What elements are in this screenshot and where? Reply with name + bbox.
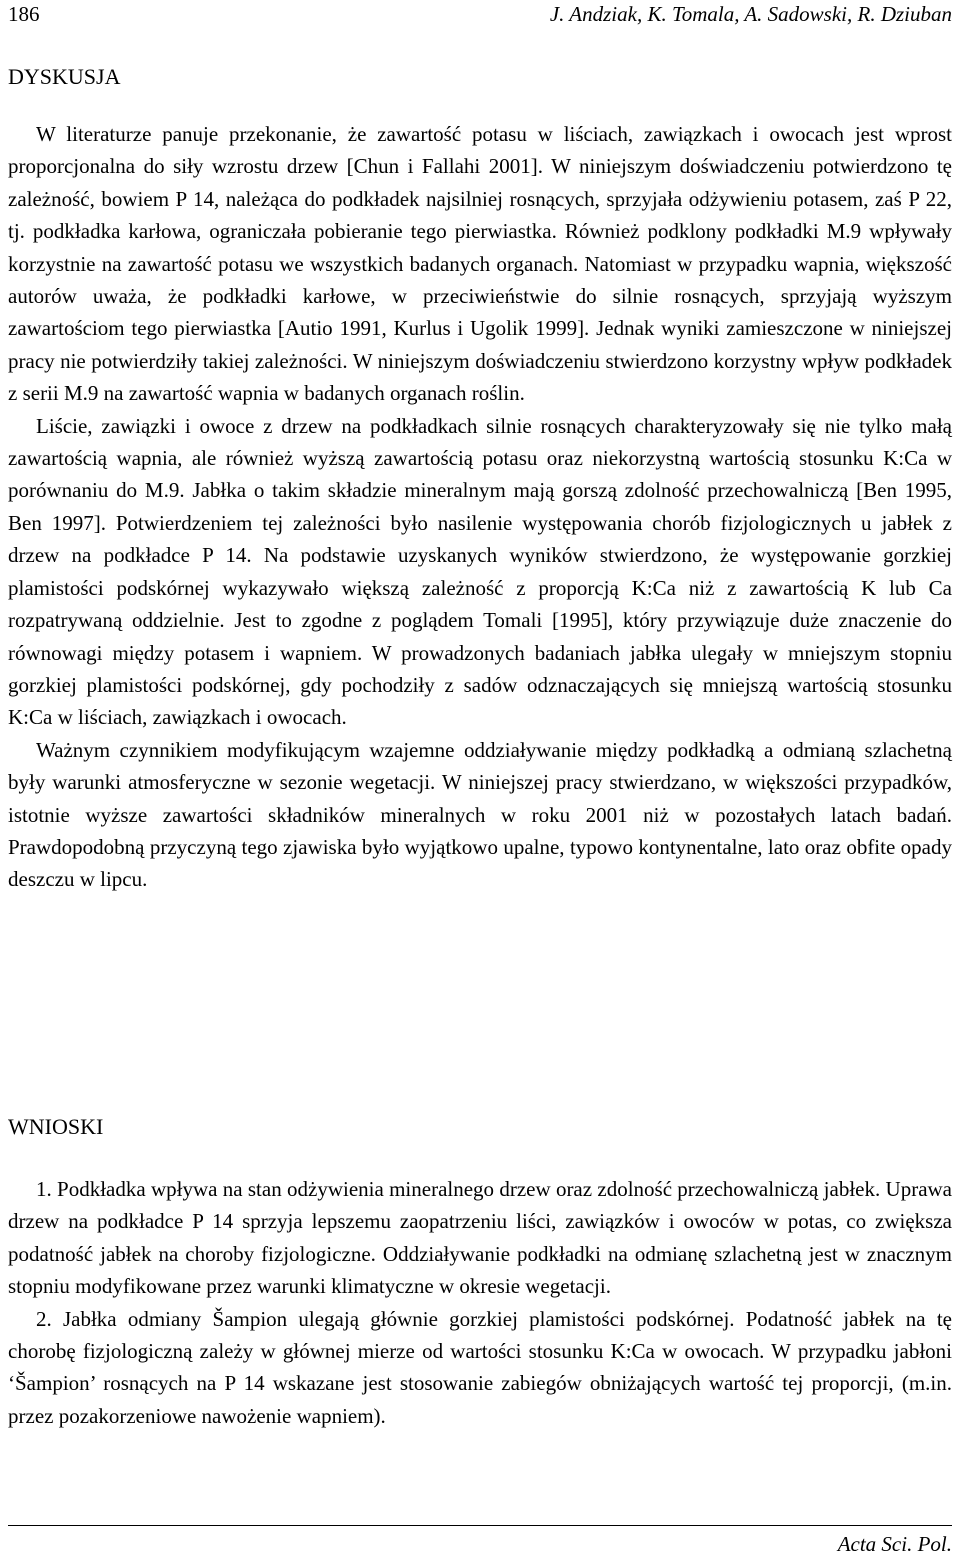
running-header-authors: J. Andziak, K. Tomala, A. Sadowski, R. Dziuban — [549, 2, 952, 26]
page-number: 186 — [8, 2, 40, 26]
conclusion-item-2: 2. Jabłka odmiany Šampion ulegają głównie gorzkiej plamistości podskórnej. Podatność jabłek na tę chorobę fizjologiczną zależy w głównej mierze od wartości stosunku K:Ca w owocach. W przypadku jabłoni ‘Šampion’ rosnących na P 14 wskazane jest stosowanie zabiegów obniżających wartość tej proporcji, (m.in. przez pozakorzeniowe nawożenie wapniem). — [8, 1306, 952, 1428]
running-header — [8, 0, 952, 30]
discussion-section — [8, 118, 952, 896]
discussion-paragraph-2: Liście, zawiązki i owoce z drzew na podkładkach silnie rosnących charakteryzowały się nie tylko małą zawartością wapnia, ale również wyższą zawartością potasu oraz niekorzystną wartością stosunku K:Ca w porównaniu do M.9. Jabłka o takim składzie mineralnym mają gorszą zdolność przechowalniczą [Ben 1995, Ben 1997]. Potwierdzeniem tej zależności było nasilenie występowania chorób fizjologicznych u jabłek z drzew na podkładce P 14. Na podstawie uzyskanych wyników stwierdzono, że występowanie gorzkiej plamistości podskórnej wykazywało większą zależność z proporcją K:Ca niż z zawartością K lub Ca rozpatrywaną oddzielnie. Jest to zgodne z poglądem Tomali [1995], który przywiązuje duże znaczenie do równowagi między potasem i wapniem. W prowadzonych badaniach jabłka ulegały w mniejszym stopniu gorzkiej plamistości podskórnej, gdy pochodziły z sadów odznaczających się mniejszą wartością stosunku K:Ca w liściach, zawiązkach i owocach. — [8, 413, 952, 730]
section-heading-discussion: DYSKUSJA — [8, 64, 121, 89]
discussion-paragraph-3: Ważnym czynnikiem modyfikującym wzajemne oddziaływanie między podkładką a odmianą szlachetną były warunki atmosferyczne w sezonie wegetacji. W niniejszej pracy stwierdzano, w większości przypadków, istotnie wyższe zawartości składników mineralnych w roku 2001 niż w pozostałych latach badań. Prawdopodobną przyczyną tego zjawiska było wyjątkowo upalne, typowo kontynentalne, lato oraz obfite opady deszczu w lipcu. — [8, 737, 952, 892]
footer-divider — [8, 1525, 952, 1526]
conclusion-item-1: 1. Podkładka wpływa na stan odżywienia mineralnego drzew oraz zdolność przechowalniczą jabłek. Uprawa drzew na podkładce P 14 sprzyja lepszemu zaopatrzeniu liści, zawiązków i owoców w potas, co zwiększa podatność jabłek na choroby fizjologiczne. Oddziaływanie podkładki na odmianę szlachetną jest w znacznym stopniu modyfikowane przez warunki klimatyczne w okresie wegetacji. — [8, 1177, 952, 1299]
section-heading-conclusions: WNIOSKI — [8, 1114, 104, 1139]
conclusions-section — [8, 1173, 952, 1432]
discussion-paragraph-1: W literaturze panuje przekonanie, że zawartość potasu w liściach, zawiązkach i owocach jest wprost proporcjonalna do siły wzrostu drzew [Chun i Fallahi 2001]. W niniejszym doświadczeniu potwierdzono tę zależność, bowiem P 14, należąca do podkładek najsilniej rosnących, sprzyjała odżywieniu potasem, zaś P 22, tj. podkładka karłowa, ograniczała pobieranie tego pierwiastka. Również podklony podkładki M.9 wpływały korzystnie na zawartość potasu we wszystkich badanych organach. Natomiast w przypadku wapnia, większość autorów uważa, że podkładki karłowe, w przeciwieństwie do silnie rosnących, sprzyjają wyższym zawartościom tego pierwiastka [Autio 1991, Kurlus i Ugolik 1999]. Jednak wyniki zamieszczone w niniejszej pracy nie potwierdziły takiej zależności. W niniejszym doświadczeniu stwierdzono korzystny wpływ podkładek z serii M.9 na zawartość wapnia w badanych organach roślin. — [8, 122, 952, 406]
journal-name: Acta Sci. Pol. — [837, 1532, 952, 1556]
